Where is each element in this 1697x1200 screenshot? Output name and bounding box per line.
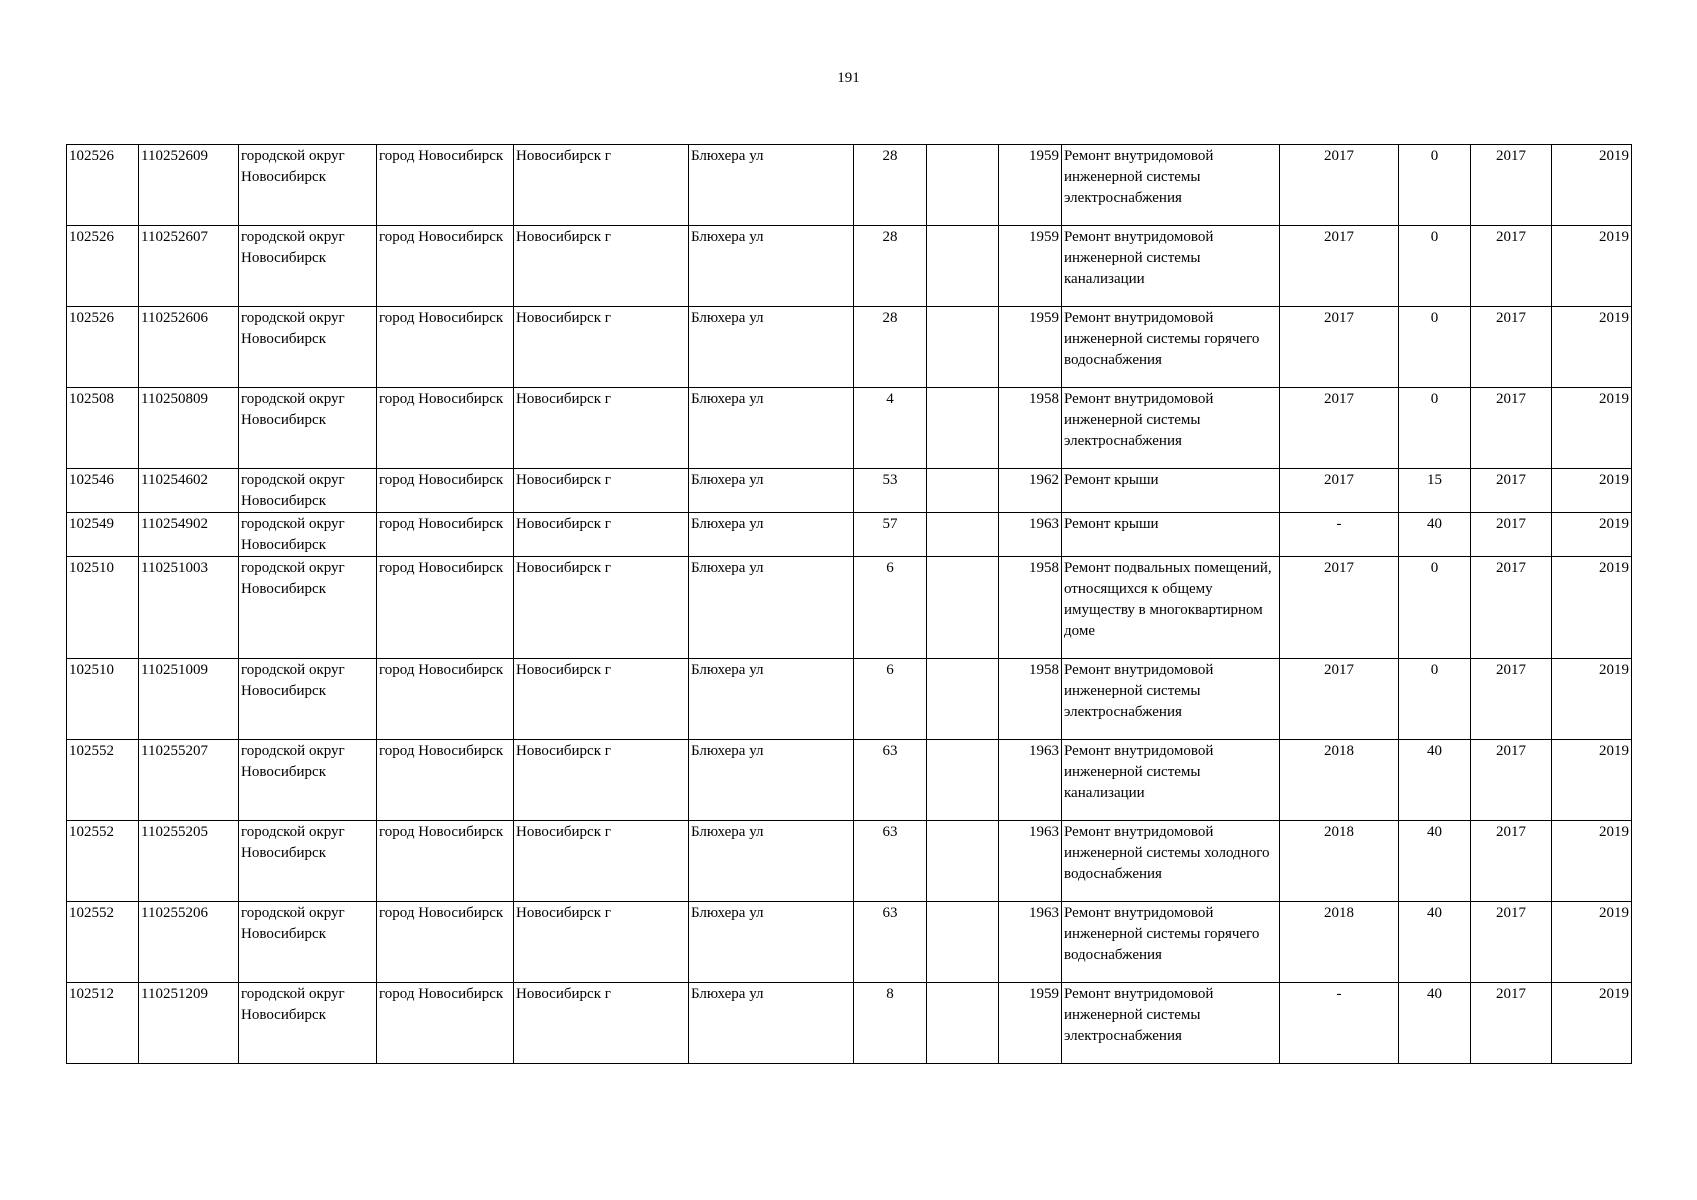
street-cell: Блюхера ул bbox=[689, 469, 854, 513]
work-type-cell: Ремонт внутридомовой инженерной системы электроснабжения bbox=[1062, 145, 1280, 226]
street-cell: Блюхера ул bbox=[689, 388, 854, 469]
work-type-cell: Ремонт внутридомовой инженерной системы электроснабжения bbox=[1062, 659, 1280, 740]
year-built-cell: 1962 bbox=[999, 469, 1062, 513]
table-row bbox=[67, 983, 1632, 1064]
period-end-cell: 2019 bbox=[1552, 902, 1632, 983]
period-end-cell: 2019 bbox=[1552, 557, 1632, 659]
period-start-cell: 2017 bbox=[1471, 902, 1552, 983]
street-cell: Блюхера ул bbox=[689, 983, 854, 1064]
house-number-cell: 28 bbox=[854, 226, 927, 307]
work-id-cell: 110251009 bbox=[139, 659, 239, 740]
house-id-cell: 102526 bbox=[67, 226, 139, 307]
period-end-cell: 2019 bbox=[1552, 513, 1632, 557]
municipality-cell: городской округ Новосибирск bbox=[239, 513, 377, 557]
locality-cell: Новосибирск г bbox=[514, 307, 689, 388]
settlement-cell: город Новосибирск bbox=[377, 513, 514, 557]
house-id-cell: 102552 bbox=[67, 821, 139, 902]
settlement-cell: город Новосибирск bbox=[377, 307, 514, 388]
period-end-cell: 2019 bbox=[1552, 659, 1632, 740]
locality-cell: Новосибирск г bbox=[514, 513, 689, 557]
last-repair-year-cell: 2018 bbox=[1280, 740, 1399, 821]
municipality-cell: городской округ Новосибирск bbox=[239, 821, 377, 902]
work-type-cell: Ремонт крыши bbox=[1062, 513, 1280, 557]
last-repair-year-cell: 2017 bbox=[1280, 557, 1399, 659]
last-repair-year-cell: 2018 bbox=[1280, 902, 1399, 983]
settlement-cell: город Новосибирск bbox=[377, 821, 514, 902]
work-type-cell: Ремонт внутридомовой инженерной системы горячего водоснабжения bbox=[1062, 307, 1280, 388]
settlement-cell: город Новосибирск bbox=[377, 659, 514, 740]
settlement-cell: город Новосибирск bbox=[377, 226, 514, 307]
house-id-cell: 102510 bbox=[67, 659, 139, 740]
year-built-cell: 1958 bbox=[999, 388, 1062, 469]
house-number-cell: 63 bbox=[854, 821, 927, 902]
year-built-cell: 1963 bbox=[999, 821, 1062, 902]
period-start-cell: 2017 bbox=[1471, 821, 1552, 902]
work-id-cell: 110254602 bbox=[139, 469, 239, 513]
work-id-cell: 110255205 bbox=[139, 821, 239, 902]
street-cell: Блюхера ул bbox=[689, 902, 854, 983]
building-cell bbox=[927, 145, 999, 226]
wear-percent-cell: 0 bbox=[1399, 659, 1471, 740]
house-id-cell: 102510 bbox=[67, 557, 139, 659]
settlement-cell: город Новосибирск bbox=[377, 740, 514, 821]
table-row bbox=[67, 557, 1632, 659]
municipality-cell: городской округ Новосибирск bbox=[239, 740, 377, 821]
building-cell bbox=[927, 557, 999, 659]
building-cell bbox=[927, 388, 999, 469]
table-row bbox=[67, 902, 1632, 983]
locality-cell: Новосибирск г bbox=[514, 902, 689, 983]
work-type-cell: Ремонт внутридомовой инженерной системы канализации bbox=[1062, 740, 1280, 821]
house-id-cell: 102546 bbox=[67, 469, 139, 513]
locality-cell: Новосибирск г bbox=[514, 821, 689, 902]
period-end-cell: 2019 bbox=[1552, 226, 1632, 307]
last-repair-year-cell: 2017 bbox=[1280, 145, 1399, 226]
last-repair-year-cell: 2017 bbox=[1280, 469, 1399, 513]
settlement-cell: город Новосибирск bbox=[377, 388, 514, 469]
work-id-cell: 110252609 bbox=[139, 145, 239, 226]
work-id-cell: 110251003 bbox=[139, 557, 239, 659]
settlement-cell: город Новосибирск bbox=[377, 145, 514, 226]
period-start-cell: 2017 bbox=[1471, 740, 1552, 821]
work-type-cell: Ремонт внутридомовой инженерной системы канализации bbox=[1062, 226, 1280, 307]
period-start-cell: 2017 bbox=[1471, 145, 1552, 226]
period-end-cell: 2019 bbox=[1552, 388, 1632, 469]
year-built-cell: 1958 bbox=[999, 659, 1062, 740]
locality-cell: Новосибирск г bbox=[514, 145, 689, 226]
settlement-cell: город Новосибирск bbox=[377, 983, 514, 1064]
work-type-cell: Ремонт внутридомовой инженерной системы электроснабжения bbox=[1062, 388, 1280, 469]
locality-cell: Новосибирск г bbox=[514, 740, 689, 821]
house-number-cell: 53 bbox=[854, 469, 927, 513]
municipality-cell: городской округ Новосибирск bbox=[239, 226, 377, 307]
house-number-cell: 28 bbox=[854, 307, 927, 388]
house-number-cell: 63 bbox=[854, 902, 927, 983]
wear-percent-cell: 40 bbox=[1399, 821, 1471, 902]
building-cell bbox=[927, 307, 999, 388]
wear-percent-cell: 0 bbox=[1399, 307, 1471, 388]
street-cell: Блюхера ул bbox=[689, 821, 854, 902]
street-cell: Блюхера ул bbox=[689, 513, 854, 557]
house-number-cell: 28 bbox=[854, 145, 927, 226]
year-built-cell: 1959 bbox=[999, 226, 1062, 307]
house-number-cell: 63 bbox=[854, 740, 927, 821]
table-row bbox=[67, 513, 1632, 557]
work-type-cell: Ремонт внутридомовой инженерной системы горячего водоснабжения bbox=[1062, 902, 1280, 983]
work-id-cell: 110252606 bbox=[139, 307, 239, 388]
work-id-cell: 110252607 bbox=[139, 226, 239, 307]
table-row bbox=[67, 821, 1632, 902]
street-cell: Блюхера ул bbox=[689, 557, 854, 659]
year-built-cell: 1963 bbox=[999, 513, 1062, 557]
house-number-cell: 8 bbox=[854, 983, 927, 1064]
locality-cell: Новосибирск г bbox=[514, 226, 689, 307]
work-id-cell: 110255207 bbox=[139, 740, 239, 821]
wear-percent-cell: 15 bbox=[1399, 469, 1471, 513]
table-row bbox=[67, 307, 1632, 388]
municipality-cell: городской округ Новосибирск bbox=[239, 145, 377, 226]
registry-table bbox=[66, 144, 1632, 1064]
last-repair-year-cell: 2017 bbox=[1280, 226, 1399, 307]
building-cell bbox=[927, 983, 999, 1064]
house-number-cell: 6 bbox=[854, 659, 927, 740]
last-repair-year-cell: 2018 bbox=[1280, 821, 1399, 902]
house-id-cell: 102526 bbox=[67, 145, 139, 226]
work-id-cell: 110251209 bbox=[139, 983, 239, 1064]
work-id-cell: 110255206 bbox=[139, 902, 239, 983]
building-cell bbox=[927, 469, 999, 513]
house-id-cell: 102552 bbox=[67, 740, 139, 821]
wear-percent-cell: 0 bbox=[1399, 145, 1471, 226]
period-start-cell: 2017 bbox=[1471, 226, 1552, 307]
wear-percent-cell: 40 bbox=[1399, 983, 1471, 1064]
municipality-cell: городской округ Новосибирск bbox=[239, 388, 377, 469]
period-end-cell: 2019 bbox=[1552, 740, 1632, 821]
work-type-cell: Ремонт крыши bbox=[1062, 469, 1280, 513]
municipality-cell: городской округ Новосибирск bbox=[239, 307, 377, 388]
year-built-cell: 1963 bbox=[999, 902, 1062, 983]
municipality-cell: городской округ Новосибирск bbox=[239, 902, 377, 983]
wear-percent-cell: 0 bbox=[1399, 226, 1471, 307]
wear-percent-cell: 40 bbox=[1399, 740, 1471, 821]
period-end-cell: 2019 bbox=[1552, 145, 1632, 226]
year-built-cell: 1958 bbox=[999, 557, 1062, 659]
house-id-cell: 102526 bbox=[67, 307, 139, 388]
settlement-cell: город Новосибирск bbox=[377, 469, 514, 513]
period-end-cell: 2019 bbox=[1552, 307, 1632, 388]
table-row bbox=[67, 469, 1632, 513]
table-row bbox=[67, 659, 1632, 740]
table-row bbox=[67, 388, 1632, 469]
period-end-cell: 2019 bbox=[1552, 983, 1632, 1064]
building-cell bbox=[927, 659, 999, 740]
table-row bbox=[67, 740, 1632, 821]
street-cell: Блюхера ул bbox=[689, 145, 854, 226]
period-start-cell: 2017 bbox=[1471, 513, 1552, 557]
settlement-cell: город Новосибирск bbox=[377, 557, 514, 659]
municipality-cell: городской округ Новосибирск bbox=[239, 469, 377, 513]
house-number-cell: 4 bbox=[854, 388, 927, 469]
last-repair-year-cell: - bbox=[1280, 513, 1399, 557]
house-id-cell: 102512 bbox=[67, 983, 139, 1064]
wear-percent-cell: 40 bbox=[1399, 513, 1471, 557]
locality-cell: Новосибирск г bbox=[514, 557, 689, 659]
house-id-cell: 102549 bbox=[67, 513, 139, 557]
wear-percent-cell: 0 bbox=[1399, 388, 1471, 469]
last-repair-year-cell: 2017 bbox=[1280, 659, 1399, 740]
building-cell bbox=[927, 226, 999, 307]
building-cell bbox=[927, 740, 999, 821]
municipality-cell: городской округ Новосибирск bbox=[239, 557, 377, 659]
page-number: 191 bbox=[837, 70, 860, 86]
period-end-cell: 2019 bbox=[1552, 821, 1632, 902]
period-start-cell: 2017 bbox=[1471, 557, 1552, 659]
year-built-cell: 1959 bbox=[999, 307, 1062, 388]
work-id-cell: 110250809 bbox=[139, 388, 239, 469]
work-type-cell: Ремонт внутридомовой инженерной системы электроснабжения bbox=[1062, 983, 1280, 1064]
last-repair-year-cell: 2017 bbox=[1280, 307, 1399, 388]
period-start-cell: 2017 bbox=[1471, 659, 1552, 740]
work-type-cell: Ремонт подвальных помещений, относящихся к общему имуществу в многоквартирном доме bbox=[1062, 557, 1280, 659]
street-cell: Блюхера ул bbox=[689, 307, 854, 388]
table-row bbox=[67, 226, 1632, 307]
table-row bbox=[67, 145, 1632, 226]
building-cell bbox=[927, 513, 999, 557]
last-repair-year-cell: - bbox=[1280, 983, 1399, 1064]
settlement-cell: город Новосибирск bbox=[377, 902, 514, 983]
period-end-cell: 2019 bbox=[1552, 469, 1632, 513]
year-built-cell: 1963 bbox=[999, 740, 1062, 821]
work-id-cell: 110254902 bbox=[139, 513, 239, 557]
street-cell: Блюхера ул bbox=[689, 659, 854, 740]
period-start-cell: 2017 bbox=[1471, 388, 1552, 469]
building-cell bbox=[927, 821, 999, 902]
street-cell: Блюхера ул bbox=[689, 740, 854, 821]
locality-cell: Новосибирск г bbox=[514, 659, 689, 740]
municipality-cell: городской округ Новосибирск bbox=[239, 983, 377, 1064]
house-number-cell: 57 bbox=[854, 513, 927, 557]
last-repair-year-cell: 2017 bbox=[1280, 388, 1399, 469]
locality-cell: Новосибирск г bbox=[514, 469, 689, 513]
period-start-cell: 2017 bbox=[1471, 983, 1552, 1064]
work-type-cell: Ремонт внутридомовой инженерной системы холодного водоснабжения bbox=[1062, 821, 1280, 902]
locality-cell: Новосибирск г bbox=[514, 388, 689, 469]
year-built-cell: 1959 bbox=[999, 145, 1062, 226]
wear-percent-cell: 0 bbox=[1399, 557, 1471, 659]
street-cell: Блюхера ул bbox=[689, 226, 854, 307]
wear-percent-cell: 40 bbox=[1399, 902, 1471, 983]
house-id-cell: 102552 bbox=[67, 902, 139, 983]
period-start-cell: 2017 bbox=[1471, 469, 1552, 513]
municipality-cell: городской округ Новосибирск bbox=[239, 659, 377, 740]
year-built-cell: 1959 bbox=[999, 983, 1062, 1064]
period-start-cell: 2017 bbox=[1471, 307, 1552, 388]
house-id-cell: 102508 bbox=[67, 388, 139, 469]
building-cell bbox=[927, 902, 999, 983]
house-number-cell: 6 bbox=[854, 557, 927, 659]
locality-cell: Новосибирск г bbox=[514, 983, 689, 1064]
table-body bbox=[67, 145, 1632, 1064]
